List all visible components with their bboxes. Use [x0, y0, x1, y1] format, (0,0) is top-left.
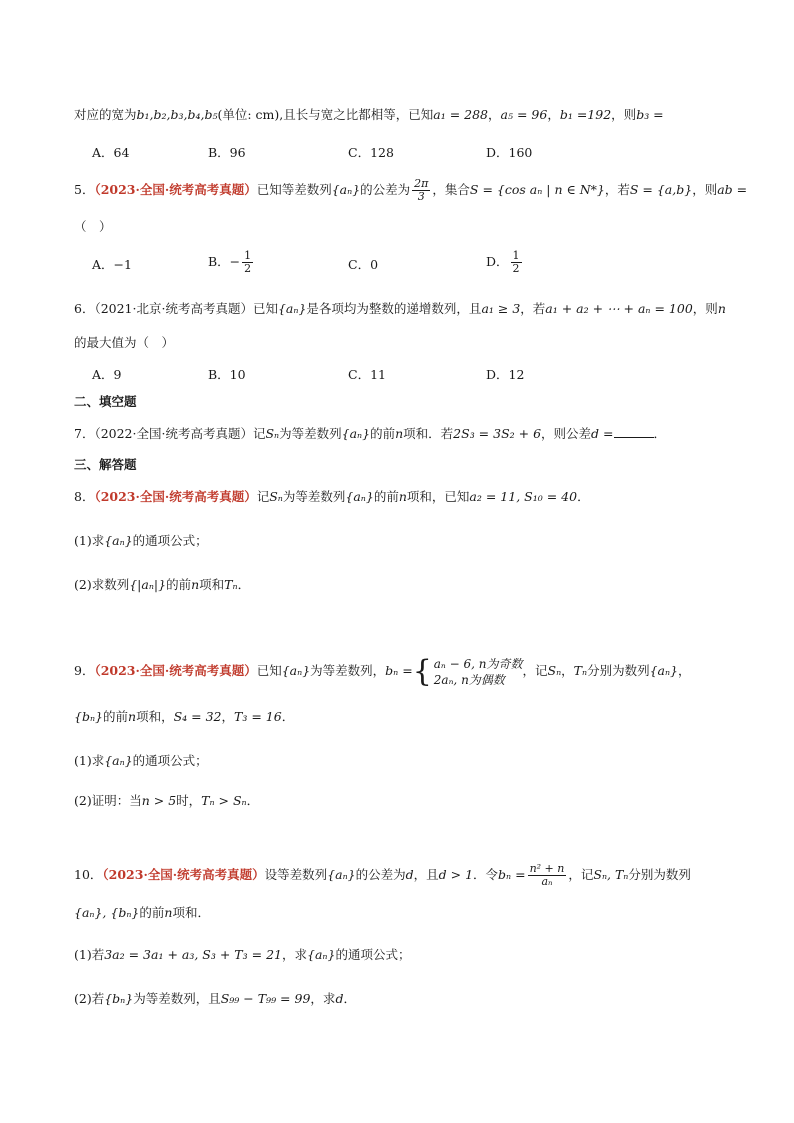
- text: ，则公差: [541, 426, 592, 441]
- math: Sₙ: [269, 489, 283, 504]
- question-number: 10．: [74, 867, 103, 882]
- source-tag: （2022·全国·统考高考真题）: [94, 426, 253, 441]
- case-even: 2aₙ, n为偶数: [433, 672, 505, 687]
- case-odd: aₙ − 6, n为奇数: [433, 656, 523, 671]
- math: d =: [591, 426, 614, 441]
- math: bₙ =: [385, 663, 413, 678]
- text: 分别为数列: [628, 867, 691, 882]
- math: d: [335, 991, 344, 1006]
- math: bₙ =: [498, 867, 526, 882]
- text: 项和，: [136, 709, 174, 724]
- text: (1)若: [74, 947, 105, 962]
- math: 3a₂ = 3a₁ + a₃, S₃ + T₃ = 21: [104, 947, 282, 962]
- math: {aₙ}: [327, 867, 356, 882]
- text: ，则: [692, 301, 718, 316]
- text: ，则: [611, 107, 637, 122]
- text: 时，: [176, 793, 202, 808]
- math: Sₙ, Tₙ: [593, 867, 629, 882]
- text: ，: [547, 107, 560, 122]
- question-number: 9．: [74, 663, 95, 678]
- prob4-option-c: C．128: [348, 145, 394, 160]
- text: 对应的宽为: [74, 107, 137, 122]
- text: 的通项公式；: [132, 753, 208, 768]
- math: {aₙ}: [331, 182, 361, 197]
- math: {aₙ}: [341, 426, 371, 441]
- math: n: [717, 301, 726, 316]
- text: 设等差数列: [264, 867, 328, 882]
- math: Sₙ: [547, 663, 562, 678]
- answer-blank[interactable]: [614, 425, 654, 438]
- prob9-part2: [74, 792, 259, 810]
- text: ，: [678, 663, 691, 678]
- text: ．: [343, 991, 356, 1006]
- source-tag: （2023·全国·统考高考真题）: [94, 489, 257, 504]
- math: T₃ = 16: [234, 709, 282, 724]
- text: 的公差为: [360, 182, 411, 197]
- math: b₁,b₂,b₃,b₄,b₅: [136, 107, 218, 122]
- math: S = {a,b}: [629, 182, 693, 197]
- prob8-part2: [74, 576, 250, 594]
- question-number: 8．: [74, 489, 95, 504]
- text: ，: [221, 709, 234, 724]
- math: n: [164, 905, 173, 920]
- source-tag: （2023·全国·统考高考真题）: [94, 663, 257, 678]
- math: b₁ =192: [559, 107, 612, 122]
- source-tag: （2023·全国·统考高考真题）: [102, 867, 265, 882]
- fraction-denominator: aₙ: [541, 875, 553, 888]
- math: S = {cos aₙ | n ∈ N*}: [469, 182, 605, 197]
- math: Tₙ: [224, 577, 238, 592]
- text: 已知等差数列: [256, 182, 332, 197]
- text: 的通项公式；: [335, 947, 411, 962]
- prob5-option-a: A．−1: [92, 257, 132, 272]
- text: 的前: [139, 905, 165, 920]
- text: 已知: [256, 663, 282, 678]
- math: {aₙ}: [104, 753, 133, 768]
- math: 2S₃ = 3S₂ + 6: [453, 426, 542, 441]
- prob9-line2: [74, 708, 294, 726]
- text: ，: [488, 107, 501, 122]
- text: 项和: [199, 577, 225, 592]
- section-heading-fill-in: 二、填空题: [74, 394, 137, 409]
- prob5-option-d: [486, 250, 524, 275]
- prob5-line1: [74, 178, 747, 203]
- text: ，则: [692, 182, 718, 197]
- source-tag: （2021·北京·统考高考真题）: [94, 301, 253, 316]
- math: {|aₙ|}: [129, 577, 167, 592]
- question-number: 6．: [74, 301, 95, 316]
- text: 为等差数列: [282, 489, 346, 504]
- text: (2)证明：当: [74, 793, 142, 808]
- prob5-option-c: C．0: [348, 257, 379, 272]
- math: b₃ =: [636, 107, 664, 122]
- text: (单位: cm),且长与宽之比都相等，已知: [217, 107, 434, 122]
- prob4-option-b: B．96: [208, 145, 246, 160]
- prob7-line1: [74, 425, 666, 443]
- source-tag: （2023·全国·统考高考真题）: [94, 182, 257, 197]
- fraction-numerator: 1: [512, 249, 520, 262]
- fraction-denominator: 2: [512, 262, 520, 275]
- prob8-line1: [74, 488, 590, 506]
- math: n: [395, 426, 404, 441]
- prob4-option-d: D．160: [486, 145, 533, 160]
- prob6-option-b: B．10: [208, 367, 246, 382]
- text: 项和．若: [403, 426, 454, 441]
- text: 的前: [166, 577, 192, 592]
- fraction-numerator: n² + n: [529, 862, 565, 875]
- piecewise: [412, 653, 523, 689]
- text: ，记: [522, 663, 548, 678]
- prob6-line1: [74, 300, 726, 318]
- math: Tₙ: [573, 663, 588, 678]
- prob4-line1: [74, 106, 664, 124]
- text: 项和，已知: [406, 489, 470, 504]
- brace: {: [412, 653, 432, 689]
- math: d: [405, 867, 414, 882]
- text: ．: [653, 426, 667, 441]
- math: ab =: [717, 182, 748, 197]
- math: {aₙ}: [649, 663, 679, 678]
- math: Sₙ: [265, 426, 280, 441]
- prob10-line1: [74, 858, 691, 892]
- text: ，若: [604, 182, 630, 197]
- math: n > 5: [141, 793, 177, 808]
- text: 为等差数列: [279, 426, 342, 441]
- text: ．: [237, 577, 251, 592]
- math: {aₙ}: [277, 301, 307, 316]
- math: a₁ ≥ 3: [481, 301, 521, 316]
- text: 的通项公式；: [132, 533, 208, 548]
- text: ．: [577, 489, 590, 504]
- text: 的前: [370, 426, 396, 441]
- text: ．: [246, 793, 260, 808]
- prob10-line2: [74, 904, 210, 922]
- text: (1)求: [74, 753, 105, 768]
- option-label: D．: [486, 254, 509, 269]
- prob10-part2: [74, 990, 356, 1008]
- text: 为等差数列，且: [133, 991, 221, 1006]
- prob6-option-c: C．11: [348, 367, 386, 382]
- text: 是各项均为整数的递增数列，且: [306, 301, 482, 316]
- prob6-line2: 的最大值为（ ）: [74, 335, 175, 350]
- text: 分别为数列: [587, 663, 650, 678]
- fraction-numerator: 2π: [414, 177, 429, 190]
- prob9-part1: [74, 752, 208, 770]
- prob5-line2: （ ）: [74, 219, 112, 234]
- text: 的前: [102, 709, 128, 724]
- text: 项和．: [172, 905, 210, 920]
- math: n: [128, 709, 137, 724]
- question-number: 5．: [74, 182, 95, 197]
- text: 已知: [252, 301, 278, 316]
- prob6-option-d: D．12: [486, 367, 525, 382]
- fraction-denominator: 2: [244, 262, 252, 275]
- math: S₄ = 32: [173, 709, 222, 724]
- math: {aₙ}: [307, 947, 336, 962]
- fraction: [528, 863, 567, 888]
- text: 的公差为: [355, 867, 406, 882]
- math: {aₙ}: [104, 533, 133, 548]
- text: ，求: [281, 947, 307, 962]
- math: {aₙ}, {bₙ}: [74, 905, 140, 920]
- prob6-option-a: A．9: [92, 367, 122, 382]
- text: 的前: [373, 489, 399, 504]
- case-rows: [434, 656, 523, 688]
- math: a₂ = 11, S₁₀ = 40: [469, 489, 578, 504]
- prob8-part1: [74, 532, 208, 550]
- text: 为等差数列，: [310, 663, 386, 678]
- section-heading-solutions: 三、解答题: [74, 457, 137, 472]
- text: ，且: [413, 867, 439, 882]
- math: n: [398, 489, 407, 504]
- prob10-part1: [74, 946, 410, 964]
- text: ，求: [310, 991, 336, 1006]
- fraction-numerator: 1: [244, 249, 252, 262]
- math: n: [191, 577, 200, 592]
- fraction-denominator: 3: [417, 190, 425, 203]
- text: 记: [252, 426, 266, 441]
- prob5-option-b: [208, 250, 255, 275]
- text: ．令: [473, 867, 499, 882]
- math: a₁ = 288: [433, 107, 489, 122]
- text: 记: [256, 489, 270, 504]
- math: {aₙ}: [345, 489, 374, 504]
- text: ．: [281, 709, 295, 724]
- text: ，若: [520, 301, 546, 316]
- text: ，集合: [432, 182, 470, 197]
- math: a₁ + a₂ + ⋯ + aₙ = 100: [545, 301, 693, 316]
- text: (2)求数列: [74, 577, 130, 592]
- question-number: 7．: [74, 426, 95, 441]
- text: ，: [561, 663, 574, 678]
- text: (2)若: [74, 991, 105, 1006]
- prob9-line1: [74, 654, 691, 688]
- math: {bₙ}: [74, 709, 103, 724]
- text: ，记: [568, 867, 594, 882]
- math: S₉₉ − T₉₉ = 99: [220, 991, 311, 1006]
- math: {bₙ}: [104, 991, 134, 1006]
- fraction: [242, 250, 253, 275]
- math: a₅ = 96: [500, 107, 548, 122]
- text: (1)求: [74, 533, 105, 548]
- fraction: [511, 250, 522, 275]
- prob4-option-a: A．64: [92, 145, 130, 160]
- math: Tₙ > Sₙ: [201, 793, 247, 808]
- math: {aₙ}: [281, 663, 311, 678]
- math: d > 1: [438, 867, 474, 882]
- option-label: B．−: [208, 254, 241, 269]
- fraction: [412, 178, 430, 203]
